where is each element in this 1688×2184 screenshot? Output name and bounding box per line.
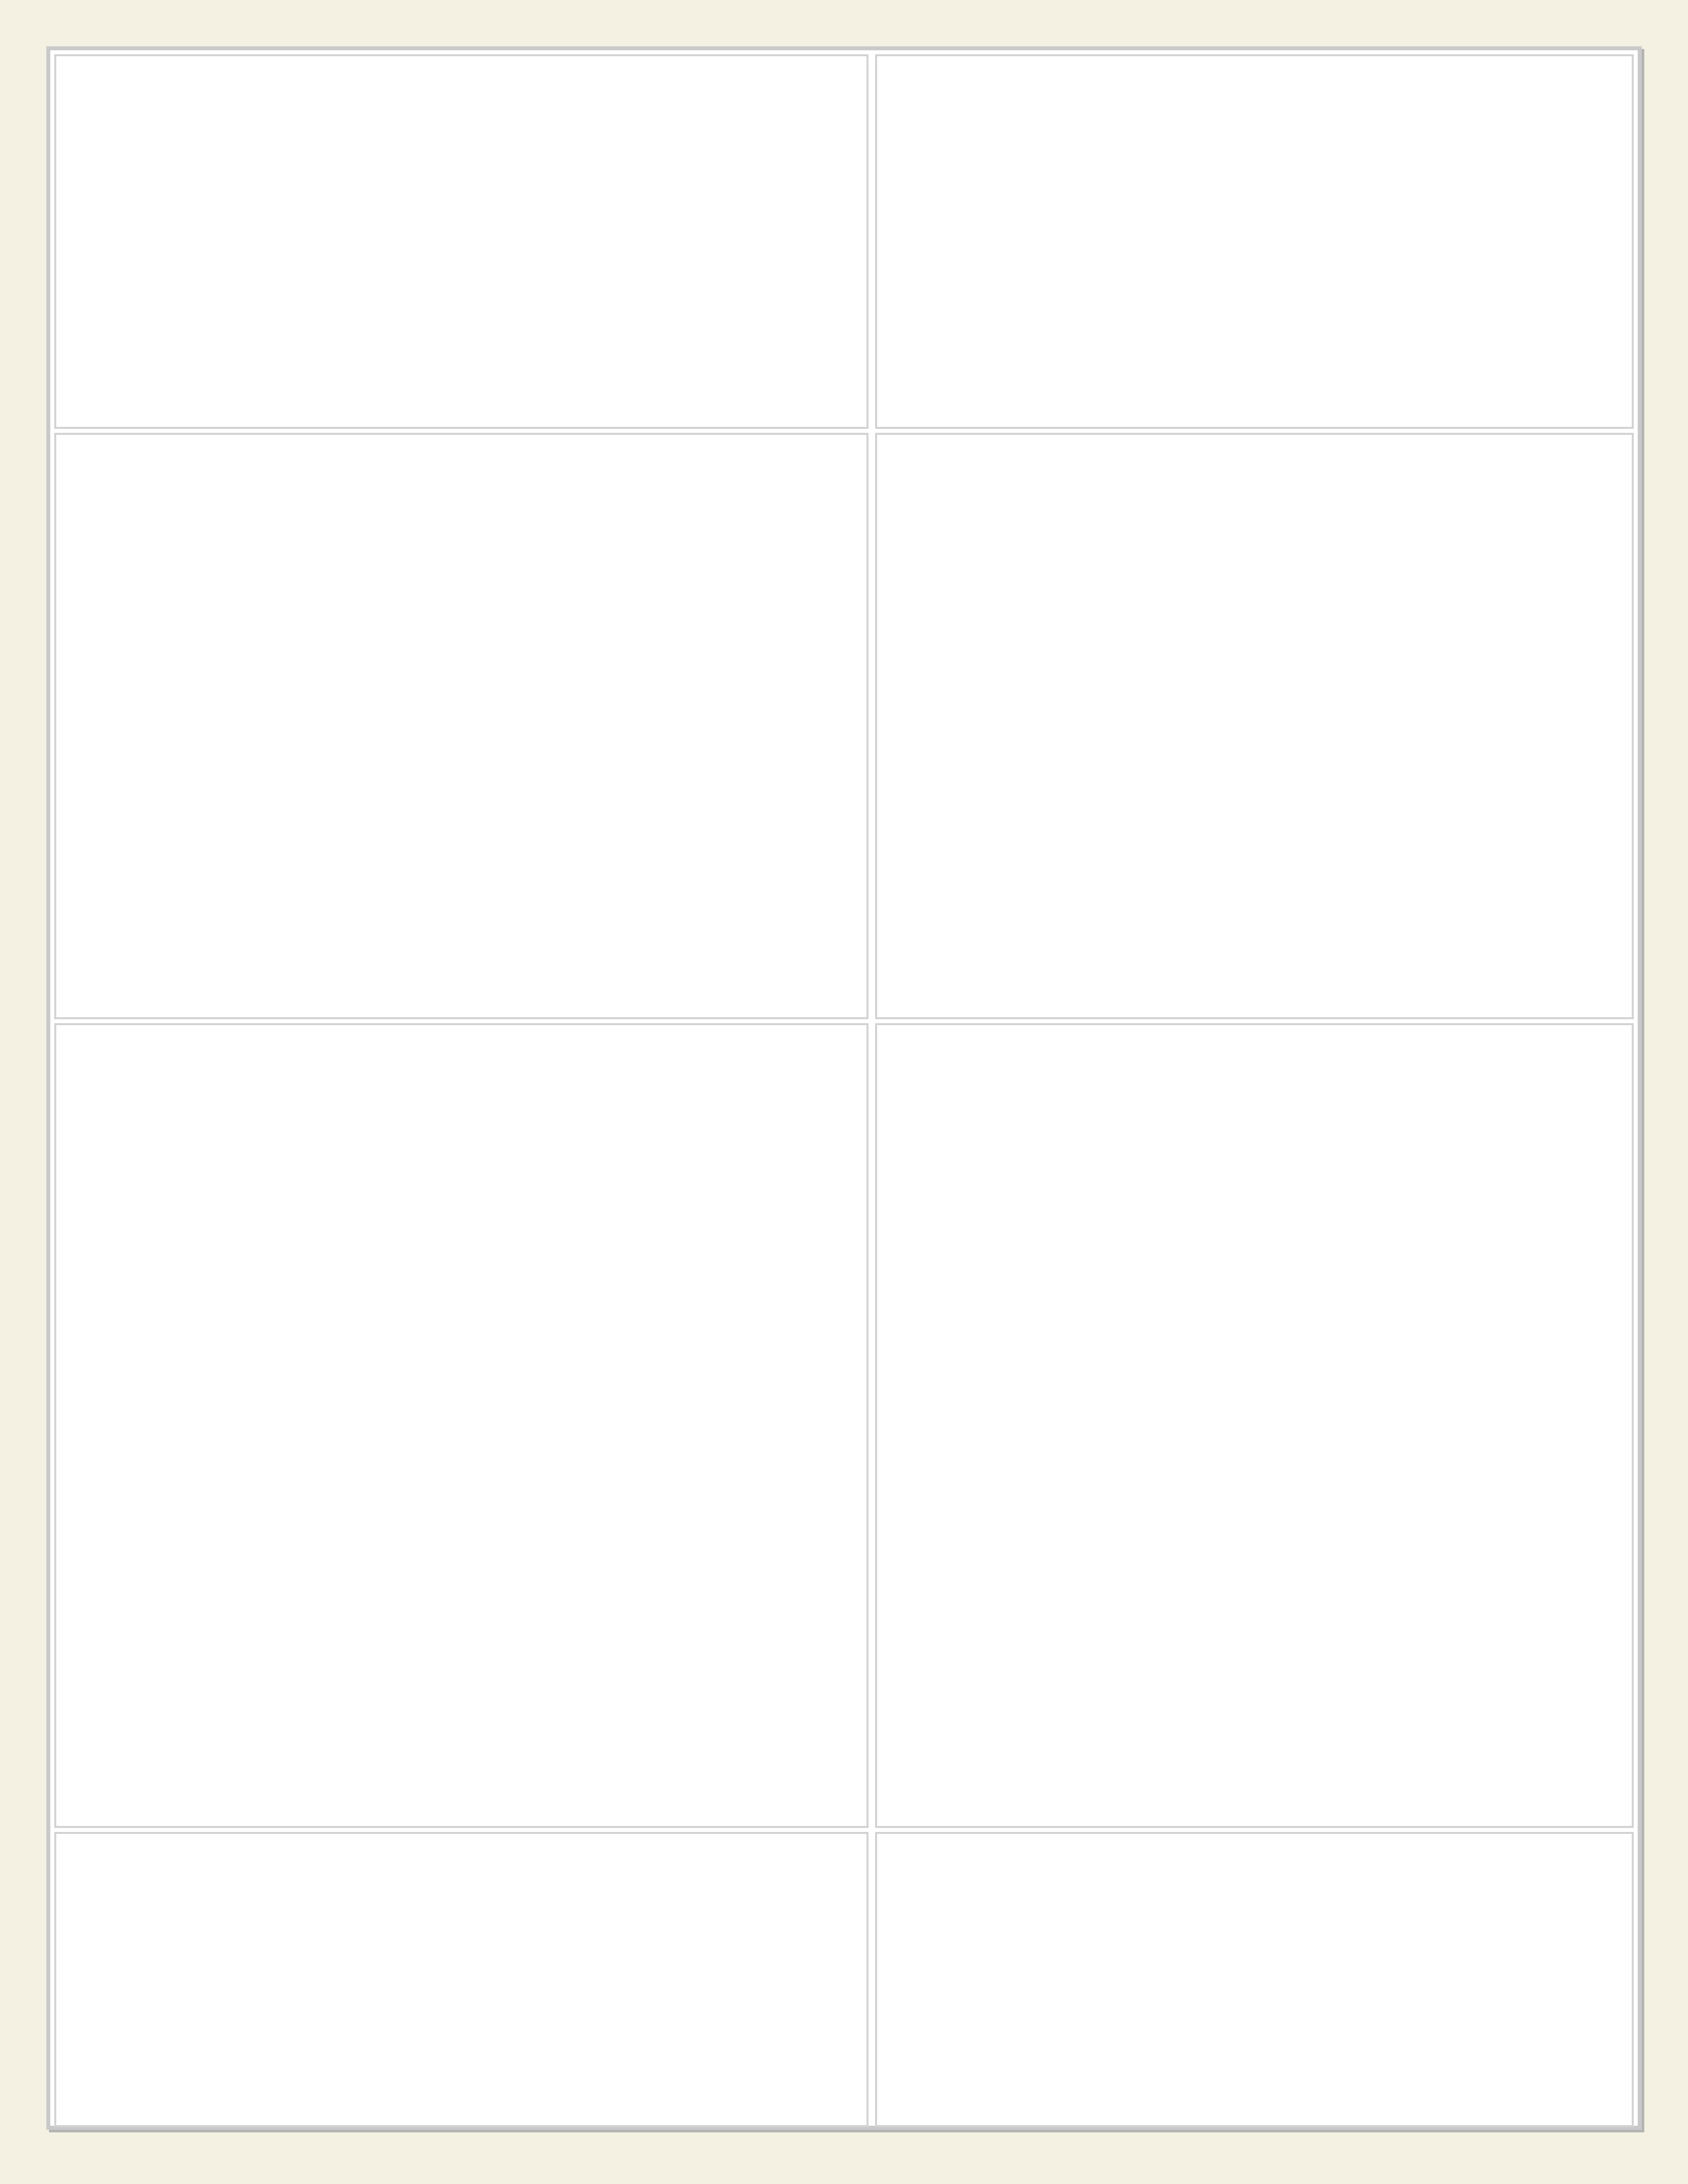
english-cell bbox=[54, 1023, 868, 1828]
star-border-right bbox=[1659, 29, 1688, 2152]
arabic-cell bbox=[875, 54, 1634, 429]
arabic-cell bbox=[875, 1832, 1634, 2127]
page-frame bbox=[46, 46, 1642, 2130]
english-cell bbox=[54, 433, 868, 1019]
english-cell bbox=[54, 54, 868, 429]
verse-row-115 bbox=[54, 54, 1634, 429]
verse-row-117 bbox=[54, 1023, 1634, 1828]
star-border-bottom bbox=[0, 2152, 1688, 2181]
english-cell bbox=[54, 1832, 868, 2127]
star-border-left bbox=[3, 29, 32, 2152]
verse-row-116 bbox=[54, 433, 1634, 1019]
verse-row-118 bbox=[54, 1832, 1634, 2127]
star-border-top bbox=[0, 3, 1688, 32]
arabic-cell bbox=[875, 433, 1634, 1019]
arabic-cell bbox=[875, 1023, 1634, 1828]
